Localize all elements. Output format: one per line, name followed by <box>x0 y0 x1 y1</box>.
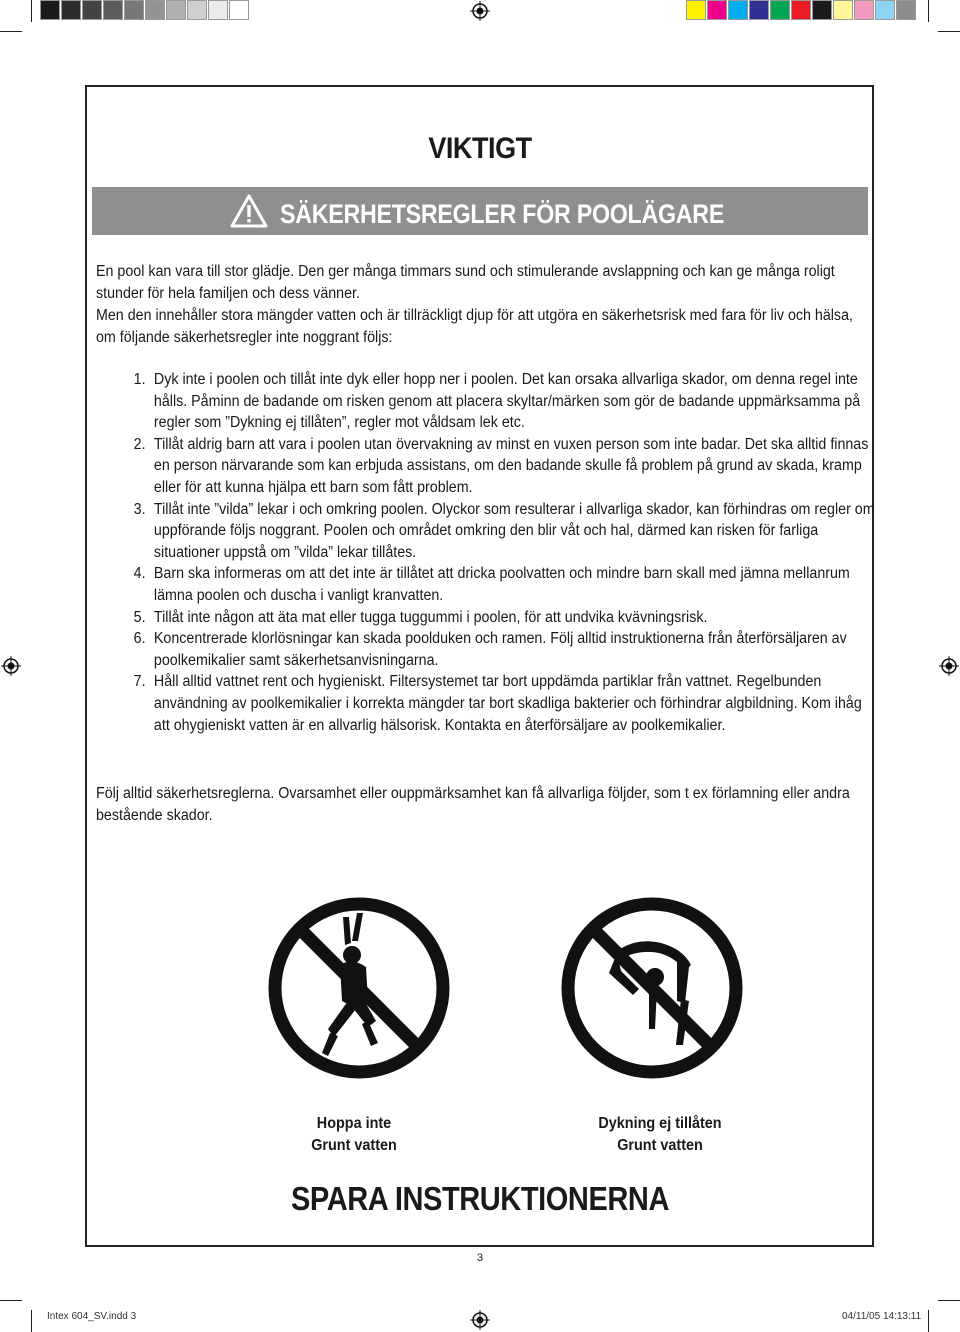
slug-file-info: Intex 604_SV.indd 3 <box>47 1311 137 1322</box>
color-swatch <box>728 0 748 20</box>
crop-mark <box>928 1310 929 1332</box>
caption-line: Grunt vatten <box>617 1137 703 1154</box>
rule-number: 2. <box>133 435 146 453</box>
save-instructions-heading: SPARA INSTRUKTIONERNA <box>291 1180 669 1217</box>
color-swatch <box>208 0 228 20</box>
color-swatch <box>812 0 832 20</box>
rule-text: Tillåt aldrig barn att vara i poolen utan övervakning av minst en vuxen person som inte badar. Det ska alltid finnas en person närvarande som kan erbjuda assistans, om den badande skulle få problem på grund av skada, kramp eller för att kunna hjälpa ett barn som fått problem. <box>153 435 869 496</box>
crop-mark <box>938 31 960 32</box>
color-swatch <box>854 0 874 20</box>
intro-paragraph: Men den innehåller stora mängder vatten och är tillräckligt djup för att utgöra en säkerhetsrisk med fara för liv och hälsa, om följande säkerhetsregler inte noggrant följs: <box>96 307 853 346</box>
rule-text: Koncentrerade klorlösningar kan skada poolduken och ramen. Följ alltid instruktionerna från återförsäljaren av poolkemikalier samt säkerhetsanvisningarna. <box>153 630 847 669</box>
color-swatch <box>833 0 853 20</box>
crop-mark <box>928 0 929 22</box>
crop-mark <box>0 1300 22 1301</box>
list-item <box>130 369 881 434</box>
section-banner <box>92 187 868 235</box>
page-number: 3 <box>476 1252 484 1264</box>
crop-mark <box>938 1300 960 1301</box>
rule-text: Tillåt inte någon att äta mat eller tugga tuggummi i poolen, för att undvika kvävningsrisk. <box>153 608 708 626</box>
registration-mark-icon <box>470 1310 490 1330</box>
warning-triangle-icon <box>230 194 268 228</box>
grayscale-color-bar <box>40 0 250 22</box>
no-jumping-sign-icon <box>264 893 454 1083</box>
color-swatch <box>187 0 207 20</box>
crop-mark <box>0 31 22 32</box>
color-swatch <box>770 0 790 20</box>
safety-rules-list <box>130 369 875 736</box>
color-swatch <box>40 0 60 20</box>
list-item <box>130 607 881 629</box>
list-item <box>130 434 881 499</box>
closing-paragraph: Följ alltid säkerhetsreglerna. Ovarsamhet eller ouppmärksamhet kan få allvarliga följder, som t ex förlamning eller andra bestående skador. <box>96 785 850 824</box>
registration-mark-icon <box>470 1 490 21</box>
color-swatch <box>707 0 727 20</box>
color-swatch <box>686 0 706 20</box>
crop-mark <box>31 1310 32 1332</box>
rule-number: 5. <box>133 608 146 626</box>
color-swatch <box>896 0 916 20</box>
rule-text: Håll alltid vattnet rent och hygieniskt. Filtersystemet tar bort uppdämda partiklar från vattnet. Regelbunden användning av poolkemikalier i korrekta mängder tar bort skadliga bakterier och förhindrar algbildning. Kom ihåg att ohygieniskt vatten är en allvarlig hälsorisk. Kontakta en återförsäljare av poolkemikalier. <box>153 673 862 734</box>
rule-number: 1. <box>133 371 146 388</box>
color-swatch <box>61 0 81 20</box>
color-swatch <box>749 0 769 20</box>
intro-paragraph: En pool kan vara till stor glädje. Den ger många timmars sund och stimulerande avslappning och kan ge många roligt stunder för hela familjen och dess vänner. <box>96 263 835 302</box>
color-swatch <box>875 0 895 20</box>
list-item <box>130 563 881 606</box>
color-swatch <box>103 0 123 20</box>
caption-line: Grunt vatten <box>311 1137 397 1154</box>
color-swatch <box>229 0 249 20</box>
list-item <box>130 628 881 671</box>
color-swatch <box>124 0 144 20</box>
registration-mark-icon <box>939 656 959 676</box>
cmyk-color-bar <box>686 0 917 22</box>
list-item <box>130 499 881 564</box>
color-swatch <box>791 0 811 20</box>
color-swatch <box>82 0 102 20</box>
caption-line: Hoppa inte <box>316 1115 392 1132</box>
color-swatch <box>166 0 186 20</box>
rule-number: 3. <box>133 500 146 518</box>
list-item <box>130 671 881 736</box>
rule-number: 7. <box>133 673 146 691</box>
rule-number: 4. <box>133 565 146 583</box>
banner-heading: SÄKERHETSREGLER FÖR POOLÄGARE <box>280 199 725 229</box>
no-diving-sign-icon <box>557 893 747 1083</box>
rule-number: 6. <box>133 630 146 648</box>
color-swatch <box>145 0 165 20</box>
crop-mark <box>31 0 32 22</box>
sign-caption-right <box>570 1113 750 1157</box>
rule-text: Dyk inte i poolen och tillåt inte dyk eller hopp ner i poolen. Det kan orsaka allvarliga skador, om denna regel inte hålls. Påminn de badande om risken genom att placera skyltar/märken som gör de badande uppmärksamma på regler som ”Dykning ej tillåten”, regler mot våldsam lek etc. <box>153 371 861 432</box>
registration-mark-icon <box>1 656 21 676</box>
sign-caption-left <box>273 1113 435 1157</box>
slug-timestamp: 04/11/05 14:13:11 <box>842 1311 922 1322</box>
rule-text: Barn ska informeras om att det inte är tillåtet att dricka poolvatten och mindre barn skall med jämna mellanrum lämna poolen och duscha i vanligt kranvatten. <box>153 565 850 604</box>
rule-text: Tillåt inte ”vilda” lekar i och omkring poolen. Olyckor som resulterar i allvarliga skador, kan förhindras om regler om uppförande följs noggrant. Poolen och området omkring den blir våt och hal, därmed kan risken för farliga situationer uppstå om ”vilda” lekar tillåtes. <box>153 500 875 561</box>
page-title: VIKTIGT <box>428 132 532 165</box>
caption-line: Dykning ej tillåten <box>598 1115 722 1132</box>
